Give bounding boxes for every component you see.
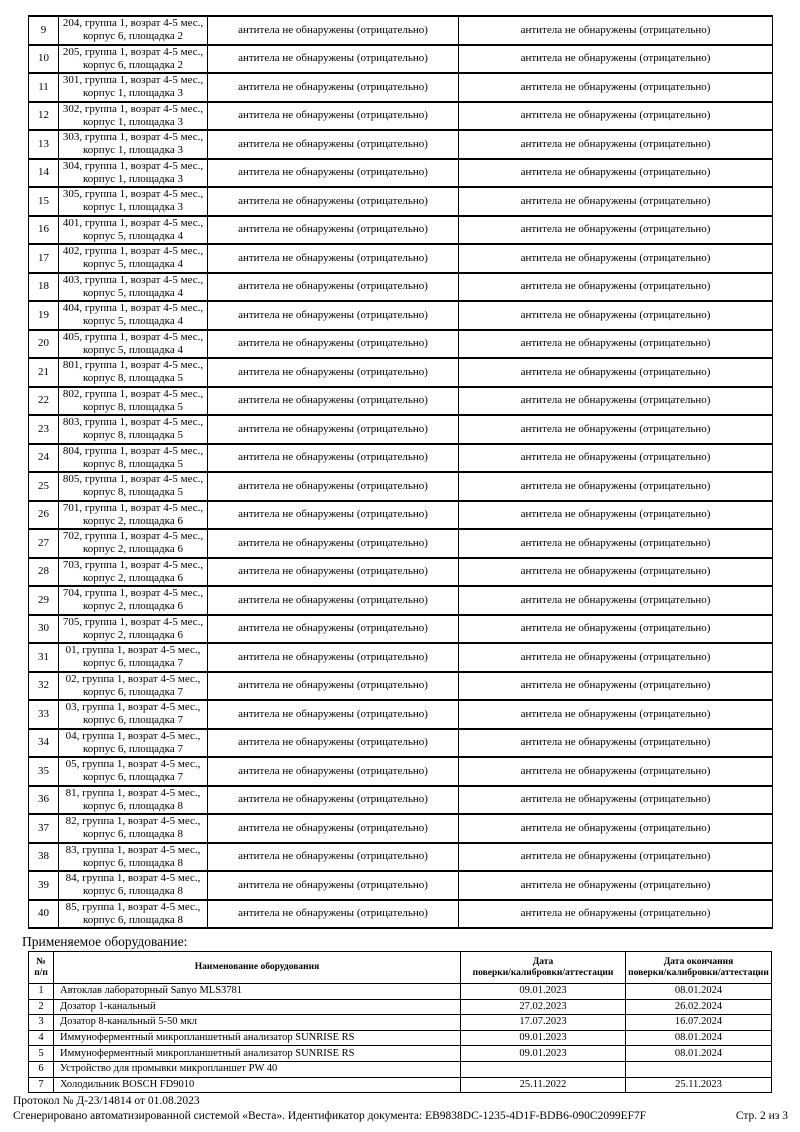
sample-description-cell bbox=[59, 415, 208, 444]
result-cell-left: антитела не обнаружены (отрицательно) bbox=[208, 45, 459, 74]
row-number-cell: 20 bbox=[29, 330, 59, 359]
page-number: Стр. 2 из 3 bbox=[735, 1110, 788, 1122]
result-cell-left: антитела не обнаружены (отрицательно) bbox=[208, 643, 459, 672]
results-table-row bbox=[29, 501, 773, 530]
result-cell-left: антитела не обнаружены (отрицательно) bbox=[208, 244, 459, 273]
result-cell-left: антитела не обнаружены (отрицательно) bbox=[208, 73, 459, 102]
sample-description-line1: 802, группа 1, возрат 4-5 мес., bbox=[62, 387, 204, 400]
sample-description-cell bbox=[59, 814, 208, 843]
equipment-date-end-cell: 08.01.2024 bbox=[626, 1046, 772, 1062]
sample-description-cell bbox=[59, 387, 208, 416]
sample-description-line2: корпус 5, площадка 4 bbox=[83, 286, 183, 299]
sample-description-line2: корпус 5, площадка 4 bbox=[83, 343, 183, 356]
sample-description-line1: 01, группа 1, возрат 4-5 мес., bbox=[65, 644, 201, 657]
equipment-header-num-line1: № bbox=[36, 956, 46, 967]
results-table-row bbox=[29, 187, 773, 216]
row-number-cell: 27 bbox=[29, 529, 59, 558]
sample-description-cell bbox=[59, 786, 208, 815]
sample-description-line1: 705, группа 1, возрат 4-5 мес., bbox=[62, 615, 204, 628]
sample-description-line1: 704, группа 1, возрат 4-5 мес., bbox=[62, 587, 204, 600]
results-table-row bbox=[29, 729, 773, 758]
sample-description-line1: 04, группа 1, возрат 4-5 мес., bbox=[65, 729, 201, 742]
result-cell-right: антитела не обнаружены (отрицательно) bbox=[459, 216, 773, 245]
equipment-date-cell bbox=[461, 1061, 626, 1077]
sample-description-line2: корпус 6, площадка 7 bbox=[83, 771, 183, 784]
result-cell-right: антитела не обнаружены (отрицательно) bbox=[459, 273, 773, 302]
sample-description-cell bbox=[59, 301, 208, 330]
results-table-row bbox=[29, 558, 773, 587]
sample-description-line1: 85, группа 1, возрат 4-5 мес., bbox=[65, 900, 201, 913]
equipment-date-cell: 09.01.2023 bbox=[461, 1030, 626, 1046]
results-table-row bbox=[29, 700, 773, 729]
document-footer bbox=[13, 1109, 788, 1123]
equipment-date-end-cell: 16.07.2024 bbox=[626, 1015, 772, 1031]
results-table-row bbox=[29, 472, 773, 501]
equipment-name-cell: Автоклав лабораторный Sanyo MLS3781 bbox=[54, 984, 461, 1000]
sample-description-line1: 81, группа 1, возрат 4-5 мес., bbox=[65, 786, 201, 799]
results-table-row bbox=[29, 586, 773, 615]
sample-description-line2: корпус 6, площадка 7 bbox=[83, 714, 183, 727]
result-cell-left: антитела не обнаружены (отрицательно) bbox=[208, 387, 459, 416]
row-number-cell: 19 bbox=[29, 301, 59, 330]
row-number-cell: 40 bbox=[29, 900, 59, 929]
equipment-table-row bbox=[29, 999, 772, 1015]
results-table-row bbox=[29, 900, 773, 929]
row-number-cell: 26 bbox=[29, 501, 59, 530]
result-cell-left: антитела не обнаружены (отрицательно) bbox=[208, 700, 459, 729]
sample-description-line1: 305, группа 1, возрат 4-5 мес., bbox=[62, 188, 204, 201]
sample-description-cell bbox=[59, 501, 208, 530]
equipment-table-row bbox=[29, 984, 772, 1000]
results-table-row bbox=[29, 615, 773, 644]
equipment-header-date-line2: поверки/калибровки/аттестации bbox=[472, 967, 614, 978]
sample-description-cell bbox=[59, 102, 208, 131]
row-number-cell: 37 bbox=[29, 814, 59, 843]
result-cell-right: антитела не обнаружены (отрицательно) bbox=[459, 615, 773, 644]
results-table bbox=[28, 15, 773, 929]
sample-description-cell bbox=[59, 529, 208, 558]
result-cell-left: антитела не обнаружены (отрицательно) bbox=[208, 672, 459, 701]
equipment-header-num-line2: п/п bbox=[34, 967, 48, 978]
result-cell-left: антитела не обнаружены (отрицательно) bbox=[208, 757, 459, 786]
equipment-name-cell: Иммуноферментный микропланшетный анализатор SUNRISE RS bbox=[54, 1030, 461, 1046]
result-cell-right: антитела не обнаружены (отрицательно) bbox=[459, 871, 773, 900]
results-table-row bbox=[29, 643, 773, 672]
results-table-row bbox=[29, 871, 773, 900]
result-cell-left: антитела не обнаружены (отрицательно) bbox=[208, 130, 459, 159]
sample-description-cell bbox=[59, 358, 208, 387]
sample-description-line2: корпус 6, площадка 8 bbox=[83, 856, 183, 869]
row-number-cell: 15 bbox=[29, 187, 59, 216]
result-cell-right: антитела не обнаружены (отрицательно) bbox=[459, 814, 773, 843]
sample-description-line2: корпус 5, площадка 4 bbox=[83, 315, 183, 328]
sample-description-line2: корпус 2, площадка 6 bbox=[83, 543, 183, 556]
sample-description-cell bbox=[59, 16, 208, 45]
row-number-cell: 9 bbox=[29, 16, 59, 45]
equipment-date-end-cell: 08.01.2024 bbox=[626, 984, 772, 1000]
sample-description-cell bbox=[59, 444, 208, 473]
results-table-row bbox=[29, 73, 773, 102]
sample-description-line2: корпус 5, площадка 4 bbox=[83, 258, 183, 271]
sample-description-line1: 82, группа 1, возрат 4-5 мес., bbox=[65, 815, 201, 828]
results-table-row bbox=[29, 45, 773, 74]
sample-description-line1: 403, группа 1, возрат 4-5 мес., bbox=[62, 273, 204, 286]
sample-description-line2: корпус 1, площадка 3 bbox=[83, 144, 183, 157]
sample-description-line2: корпус 6, площадка 8 bbox=[83, 799, 183, 812]
result-cell-left: антитела не обнаружены (отрицательно) bbox=[208, 900, 459, 929]
result-cell-left: антитела не обнаружены (отрицательно) bbox=[208, 273, 459, 302]
row-number-cell: 28 bbox=[29, 558, 59, 587]
results-table-row bbox=[29, 102, 773, 131]
equipment-date-end-cell: 08.01.2024 bbox=[626, 1030, 772, 1046]
sample-description-line2: корпус 8, площадка 5 bbox=[83, 486, 183, 499]
result-cell-left: антитела не обнаружены (отрицательно) bbox=[208, 786, 459, 815]
equipment-date-cell: 27.02.2023 bbox=[461, 999, 626, 1015]
result-cell-right: антитела не обнаружены (отрицательно) bbox=[459, 387, 773, 416]
sample-description-line1: 302, группа 1, возрат 4-5 мес., bbox=[62, 102, 204, 115]
result-cell-left: антитела не обнаружены (отрицательно) bbox=[208, 501, 459, 530]
results-table-row bbox=[29, 159, 773, 188]
sample-description-cell bbox=[59, 871, 208, 900]
result-cell-right: антитела не обнаружены (отрицательно) bbox=[459, 843, 773, 872]
row-number-cell: 30 bbox=[29, 615, 59, 644]
sample-description-line1: 02, группа 1, возрат 4-5 мес., bbox=[65, 672, 201, 685]
sample-description-line2: корпус 6, площадка 8 bbox=[83, 828, 183, 841]
equipment-table-row bbox=[29, 1030, 772, 1046]
sample-description-line1: 703, группа 1, возрат 4-5 мес., bbox=[62, 558, 204, 571]
sample-description-line2: корпус 2, площадка 6 bbox=[83, 571, 183, 584]
row-number-cell: 24 bbox=[29, 444, 59, 473]
sample-description-line2: корпус 8, площадка 5 bbox=[83, 400, 183, 413]
sample-description-line1: 304, группа 1, возрат 4-5 мес., bbox=[62, 159, 204, 172]
equipment-name-cell: Дозатор 8-канальный 5-50 мкл bbox=[54, 1015, 461, 1031]
results-table-row bbox=[29, 672, 773, 701]
result-cell-left: антитела не обнаружены (отрицательно) bbox=[208, 102, 459, 131]
row-number-cell: 38 bbox=[29, 843, 59, 872]
sample-description-cell bbox=[59, 843, 208, 872]
result-cell-right: антитела не обнаружены (отрицательно) bbox=[459, 102, 773, 131]
result-cell-left: антитела не обнаружены (отрицательно) bbox=[208, 814, 459, 843]
sample-description-cell bbox=[59, 729, 208, 758]
equipment-table-row bbox=[29, 1015, 772, 1031]
protocol-number-line: Протокол № Д-23/14814 от 01.08.2023 bbox=[13, 1095, 200, 1107]
equipment-name-cell: Иммуноферментный микропланшетный анализатор SUNRISE RS bbox=[54, 1046, 461, 1062]
equipment-date-end-cell: 26.02.2024 bbox=[626, 999, 772, 1015]
equipment-name-cell: Холодильник BOSCH FD9010 bbox=[54, 1077, 461, 1093]
sample-description-line1: 402, группа 1, возрат 4-5 мес., bbox=[62, 245, 204, 258]
sample-description-line2: корпус 6, площадка 8 bbox=[83, 913, 183, 926]
row-number-cell: 13 bbox=[29, 130, 59, 159]
result-cell-right: антитела не обнаружены (отрицательно) bbox=[459, 358, 773, 387]
result-cell-right: антитела не обнаружены (отрицательно) bbox=[459, 444, 773, 473]
results-table-row bbox=[29, 16, 773, 45]
result-cell-right: антитела не обнаружены (отрицательно) bbox=[459, 130, 773, 159]
result-cell-left: антитела не обнаружены (отрицательно) bbox=[208, 529, 459, 558]
equipment-date-cell: 09.01.2023 bbox=[461, 984, 626, 1000]
row-number-cell: 10 bbox=[29, 45, 59, 74]
sample-description-cell bbox=[59, 586, 208, 615]
row-number-cell: 32 bbox=[29, 672, 59, 701]
sample-description-line1: 301, группа 1, возрат 4-5 мес., bbox=[62, 74, 204, 87]
sample-description-line2: корпус 8, площадка 5 bbox=[83, 457, 183, 470]
sample-description-cell bbox=[59, 615, 208, 644]
result-cell-right: антитела не обнаружены (отрицательно) bbox=[459, 586, 773, 615]
result-cell-right: антитела не обнаружены (отрицательно) bbox=[459, 529, 773, 558]
equipment-table bbox=[28, 951, 772, 1093]
equipment-header-num bbox=[29, 952, 54, 984]
equipment-header-date-end bbox=[626, 952, 772, 984]
sample-description-line1: 803, группа 1, возрат 4-5 мес., bbox=[62, 416, 204, 429]
sample-description-cell bbox=[59, 244, 208, 273]
results-table-row bbox=[29, 273, 773, 302]
sample-description-line1: 83, группа 1, возрат 4-5 мес., bbox=[65, 843, 201, 856]
results-table-row bbox=[29, 244, 773, 273]
row-number-cell: 22 bbox=[29, 387, 59, 416]
sample-description-line2: корпус 6, площадка 2 bbox=[83, 58, 183, 71]
result-cell-right: антитела не обнаружены (отрицательно) bbox=[459, 415, 773, 444]
sample-description-line2: корпус 6, площадка 8 bbox=[83, 885, 183, 898]
sample-description-line2: корпус 2, площадка 6 bbox=[83, 628, 183, 641]
equipment-number-cell: 7 bbox=[29, 1077, 54, 1093]
results-table-row bbox=[29, 415, 773, 444]
result-cell-right: антитела не обнаружены (отрицательно) bbox=[459, 73, 773, 102]
equipment-number-cell: 3 bbox=[29, 1015, 54, 1031]
sample-description-line1: 405, группа 1, возрат 4-5 мес., bbox=[62, 330, 204, 343]
sample-description-line1: 03, группа 1, возрат 4-5 мес., bbox=[65, 701, 201, 714]
sample-description-line2: корпус 2, площадка 6 bbox=[83, 514, 183, 527]
sample-description-line2: корпус 1, площадка 3 bbox=[83, 201, 183, 214]
sample-description-line2: корпус 8, площадка 5 bbox=[83, 372, 183, 385]
result-cell-left: антитела не обнаружены (отрицательно) bbox=[208, 159, 459, 188]
sample-description-line2: корпус 1, площадка 3 bbox=[83, 172, 183, 185]
sample-description-line2: корпус 2, площадка 6 bbox=[83, 600, 183, 613]
row-number-cell: 17 bbox=[29, 244, 59, 273]
equipment-heading: Применяемое оборудование: bbox=[22, 934, 188, 949]
result-cell-left: антитела не обнаружены (отрицательно) bbox=[208, 558, 459, 587]
row-number-cell: 25 bbox=[29, 472, 59, 501]
result-cell-right: антитела не обнаружены (отрицательно) bbox=[459, 159, 773, 188]
result-cell-right: антитела не обнаружены (отрицательно) bbox=[459, 700, 773, 729]
result-cell-left: антитела не обнаружены (отрицательно) bbox=[208, 216, 459, 245]
row-number-cell: 36 bbox=[29, 786, 59, 815]
sample-description-line2: корпус 6, площадка 7 bbox=[83, 742, 183, 755]
result-cell-right: антитела не обнаружены (отрицательно) bbox=[459, 786, 773, 815]
sample-description-line1: 804, группа 1, возрат 4-5 мес., bbox=[62, 444, 204, 457]
equipment-number-cell: 2 bbox=[29, 999, 54, 1015]
result-cell-left: антитела не обнаружены (отрицательно) bbox=[208, 187, 459, 216]
sample-description-line2: корпус 6, площадка 7 bbox=[83, 685, 183, 698]
equipment-date-end-cell: 25.11.2023 bbox=[626, 1077, 772, 1093]
sample-description-cell bbox=[59, 330, 208, 359]
sample-description-line1: 205, группа 1, возрат 4-5 мес., bbox=[62, 45, 204, 58]
results-table-row bbox=[29, 216, 773, 245]
equipment-number-cell: 4 bbox=[29, 1030, 54, 1046]
results-table-row bbox=[29, 843, 773, 872]
row-number-cell: 21 bbox=[29, 358, 59, 387]
row-number-cell: 16 bbox=[29, 216, 59, 245]
equipment-table-row bbox=[29, 1061, 772, 1077]
result-cell-left: антитела не обнаружены (отрицательно) bbox=[208, 444, 459, 473]
equipment-header-date-end-line1: Дата окончания bbox=[663, 956, 734, 967]
equipment-header-name: Наименование оборудования bbox=[54, 952, 461, 984]
sample-description-line1: 401, группа 1, возрат 4-5 мес., bbox=[62, 216, 204, 229]
results-table-row bbox=[29, 757, 773, 786]
equipment-header-date-line1: Дата bbox=[532, 956, 554, 967]
result-cell-left: антитела не обнаружены (отрицательно) bbox=[208, 615, 459, 644]
sample-description-cell bbox=[59, 73, 208, 102]
result-cell-right: антитела не обнаружены (отрицательно) bbox=[459, 301, 773, 330]
sample-description-cell bbox=[59, 672, 208, 701]
results-table-row bbox=[29, 130, 773, 159]
result-cell-right: антитела не обнаружены (отрицательно) bbox=[459, 472, 773, 501]
equipment-header-date bbox=[461, 952, 626, 984]
results-table-row bbox=[29, 358, 773, 387]
results-table-row bbox=[29, 444, 773, 473]
sample-description-cell bbox=[59, 472, 208, 501]
row-number-cell: 11 bbox=[29, 73, 59, 102]
result-cell-right: антитела не обнаружены (отрицательно) bbox=[459, 16, 773, 45]
sample-description-line2: корпус 6, площадка 7 bbox=[83, 657, 183, 670]
equipment-date-cell: 25.11.2022 bbox=[461, 1077, 626, 1093]
row-number-cell: 12 bbox=[29, 102, 59, 131]
equipment-table-row bbox=[29, 1046, 772, 1062]
results-table-row bbox=[29, 786, 773, 815]
sample-description-line2: корпус 1, площадка 3 bbox=[83, 115, 183, 128]
sample-description-line2: корпус 1, площадка 3 bbox=[83, 87, 183, 100]
sample-description-line1: 303, группа 1, возрат 4-5 мес., bbox=[62, 131, 204, 144]
result-cell-right: антитела не обнаружены (отрицательно) bbox=[459, 45, 773, 74]
result-cell-left: антитела не обнаружены (отрицательно) bbox=[208, 843, 459, 872]
sample-description-line2: корпус 8, площадка 5 bbox=[83, 429, 183, 442]
result-cell-left: антитела не обнаружены (отрицательно) bbox=[208, 16, 459, 45]
equipment-number-cell: 6 bbox=[29, 1061, 54, 1077]
row-number-cell: 18 bbox=[29, 273, 59, 302]
row-number-cell: 29 bbox=[29, 586, 59, 615]
sample-description-cell bbox=[59, 187, 208, 216]
sample-description-line1: 204, группа 1, возрат 4-5 мес., bbox=[62, 17, 204, 30]
sample-description-cell bbox=[59, 757, 208, 786]
sample-description-line1: 801, группа 1, возрат 4-5 мес., bbox=[62, 359, 204, 372]
row-number-cell: 35 bbox=[29, 757, 59, 786]
equipment-name-cell: Устройство для промывки микропланшет PW 40 bbox=[54, 1061, 461, 1077]
sample-description-line1: 701, группа 1, возрат 4-5 мес., bbox=[62, 501, 204, 514]
row-number-cell: 39 bbox=[29, 871, 59, 900]
sample-description-line2: корпус 5, площадка 4 bbox=[83, 229, 183, 242]
result-cell-right: антитела не обнаружены (отрицательно) bbox=[459, 330, 773, 359]
sample-description-line1: 05, группа 1, возрат 4-5 мес., bbox=[65, 758, 201, 771]
equipment-number-cell: 1 bbox=[29, 984, 54, 1000]
result-cell-right: антитела не обнаружены (отрицательно) bbox=[459, 187, 773, 216]
result-cell-right: антитела не обнаружены (отрицательно) bbox=[459, 757, 773, 786]
result-cell-left: антитела не обнаружены (отрицательно) bbox=[208, 586, 459, 615]
generated-by-line: Сгенерировано автоматизированной системой «Веста». Идентификатор документа: EB9838DC-1235-4D1F-BDB6-090C2099EF7F bbox=[13, 1110, 647, 1122]
results-table-row bbox=[29, 301, 773, 330]
sample-description-cell bbox=[59, 273, 208, 302]
sample-description-cell bbox=[59, 558, 208, 587]
equipment-name-cell: Дозатор 1-канальный bbox=[54, 999, 461, 1015]
result-cell-left: антитела не обнаружены (отрицательно) bbox=[208, 729, 459, 758]
sample-description-line2: корпус 6, площадка 2 bbox=[83, 30, 183, 43]
results-table-row bbox=[29, 814, 773, 843]
row-number-cell: 14 bbox=[29, 159, 59, 188]
result-cell-left: антитела не обнаружены (отрицательно) bbox=[208, 415, 459, 444]
result-cell-left: антитела не обнаружены (отрицательно) bbox=[208, 871, 459, 900]
row-number-cell: 31 bbox=[29, 643, 59, 672]
result-cell-right: антитела не обнаружены (отрицательно) bbox=[459, 900, 773, 929]
result-cell-left: антитела не обнаружены (отрицательно) bbox=[208, 472, 459, 501]
result-cell-left: антитела не обнаружены (отрицательно) bbox=[208, 330, 459, 359]
result-cell-right: антитела не обнаружены (отрицательно) bbox=[459, 672, 773, 701]
sample-description-line1: 702, группа 1, возрат 4-5 мес., bbox=[62, 530, 204, 543]
equipment-header-row bbox=[29, 952, 772, 984]
result-cell-right: антитела не обнаружены (отрицательно) bbox=[459, 501, 773, 530]
result-cell-right: антитела не обнаружены (отрицательно) bbox=[459, 729, 773, 758]
sample-description-cell bbox=[59, 900, 208, 929]
results-table-row bbox=[29, 529, 773, 558]
result-cell-right: антитела не обнаружены (отрицательно) bbox=[459, 643, 773, 672]
sample-description-cell bbox=[59, 216, 208, 245]
result-cell-left: антитела не обнаружены (отрицательно) bbox=[208, 301, 459, 330]
row-number-cell: 23 bbox=[29, 415, 59, 444]
equipment-date-end-cell bbox=[626, 1061, 772, 1077]
sample-description-line1: 805, группа 1, возрат 4-5 мес., bbox=[62, 473, 204, 486]
equipment-header-date-end-line2: поверки/калибровки/аттестации bbox=[628, 967, 769, 978]
result-cell-right: антитела не обнаружены (отрицательно) bbox=[459, 244, 773, 273]
results-table-row bbox=[29, 330, 773, 359]
result-cell-left: антитела не обнаружены (отрицательно) bbox=[208, 358, 459, 387]
sample-description-cell bbox=[59, 159, 208, 188]
equipment-date-cell: 09.01.2023 bbox=[461, 1046, 626, 1062]
result-cell-right: антитела не обнаружены (отрицательно) bbox=[459, 558, 773, 587]
sample-description-cell bbox=[59, 45, 208, 74]
row-number-cell: 34 bbox=[29, 729, 59, 758]
equipment-date-cell: 17.07.2023 bbox=[461, 1015, 626, 1031]
sample-description-cell bbox=[59, 700, 208, 729]
row-number-cell: 33 bbox=[29, 700, 59, 729]
results-table-row bbox=[29, 387, 773, 416]
equipment-table-row bbox=[29, 1077, 772, 1093]
sample-description-line1: 404, группа 1, возрат 4-5 мес., bbox=[62, 302, 204, 315]
sample-description-cell bbox=[59, 130, 208, 159]
equipment-number-cell: 5 bbox=[29, 1046, 54, 1062]
sample-description-cell bbox=[59, 643, 208, 672]
sample-description-line1: 84, группа 1, возрат 4-5 мес., bbox=[65, 872, 201, 885]
